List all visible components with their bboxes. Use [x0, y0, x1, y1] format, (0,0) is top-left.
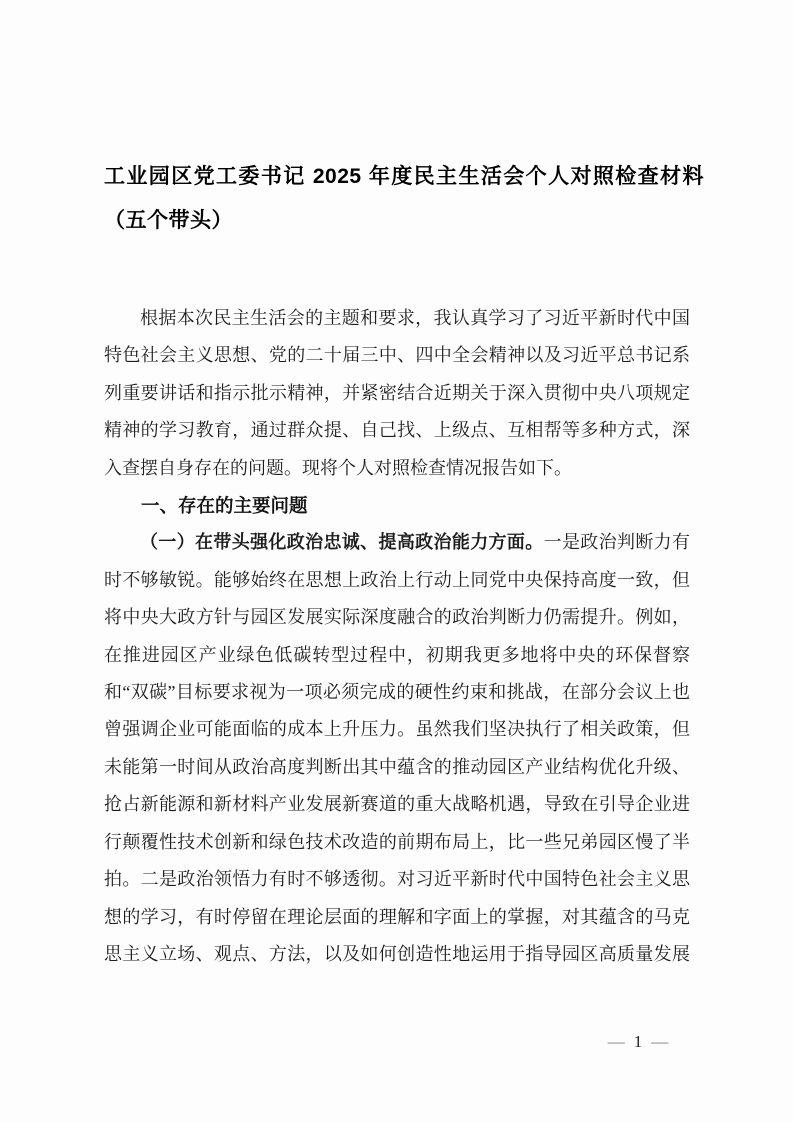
item-1-paragraph	[104, 524, 690, 973]
section-heading-1: 一、存在的主要问题	[141, 495, 308, 517]
footer-dash-right: —	[651, 1032, 669, 1051]
document-title: 工业园区党工委书记 2025 年度民主生活会个人对照检查材料（五个带头）	[104, 165, 704, 232]
page-number: 1	[633, 1032, 643, 1051]
footer-dash-left: —	[607, 1032, 625, 1051]
document-body	[104, 300, 690, 973]
page-footer	[598, 1028, 678, 1056]
item-1-lead-text: （一）在带头强化政治忠诚、提高政治能力方面。	[140, 532, 544, 553]
item-1-body-text: 一是政治判断力有时不够敏锐。能够始终在思想上政治上行动上同党中央保持高度一致，但将中央大政方针与园区发展实际深度融合的政治判断力仍需提升。例如，在推进园区产业绿色低碳转型过程中，初期我更多地将中央的环保督察和“双碳”目标要求视为一项必须完成的硬性约束和挑战，在部分会议上也曾强调企业可能面临的成本上升压力。虽然我们坚决执行了相关政策，但未能第一时间从政治高度判断出其中蕴含的推动园区产业结构优化升级、抢占新能源和新材料产业发展新赛道的重大战略机遇，导致在引导企业进行颠覆性技术创新和绿色技术改造的前期布局上，比一些兄弟园区慢了半拍。二是政治领悟力有时不够透彻。对习近平新时代中国特色社会主义思想的学习，有时停留在理论层面的理解和字面上的掌握，对其蕴含的马克思主义立场、观点、方法，以及如何创造性地运用于指导园区高质量发展	[104, 532, 691, 964]
intro-paragraph: 根据本次民主生活会的主题和要求，我认真学习了习近平新时代中国特色社会主义思想、党的二十届三中、四中全会精神以及习近平总书记系列重要讲话和指示批示精神，并紧密结合近期关于深入贯彻中央八项规定精神的学习教育，通过群众提、自己找、上级点、互相帮等多种方式，深入查摆自身存在的问题。现将个人对照检查情况报告如下。	[104, 308, 690, 478]
